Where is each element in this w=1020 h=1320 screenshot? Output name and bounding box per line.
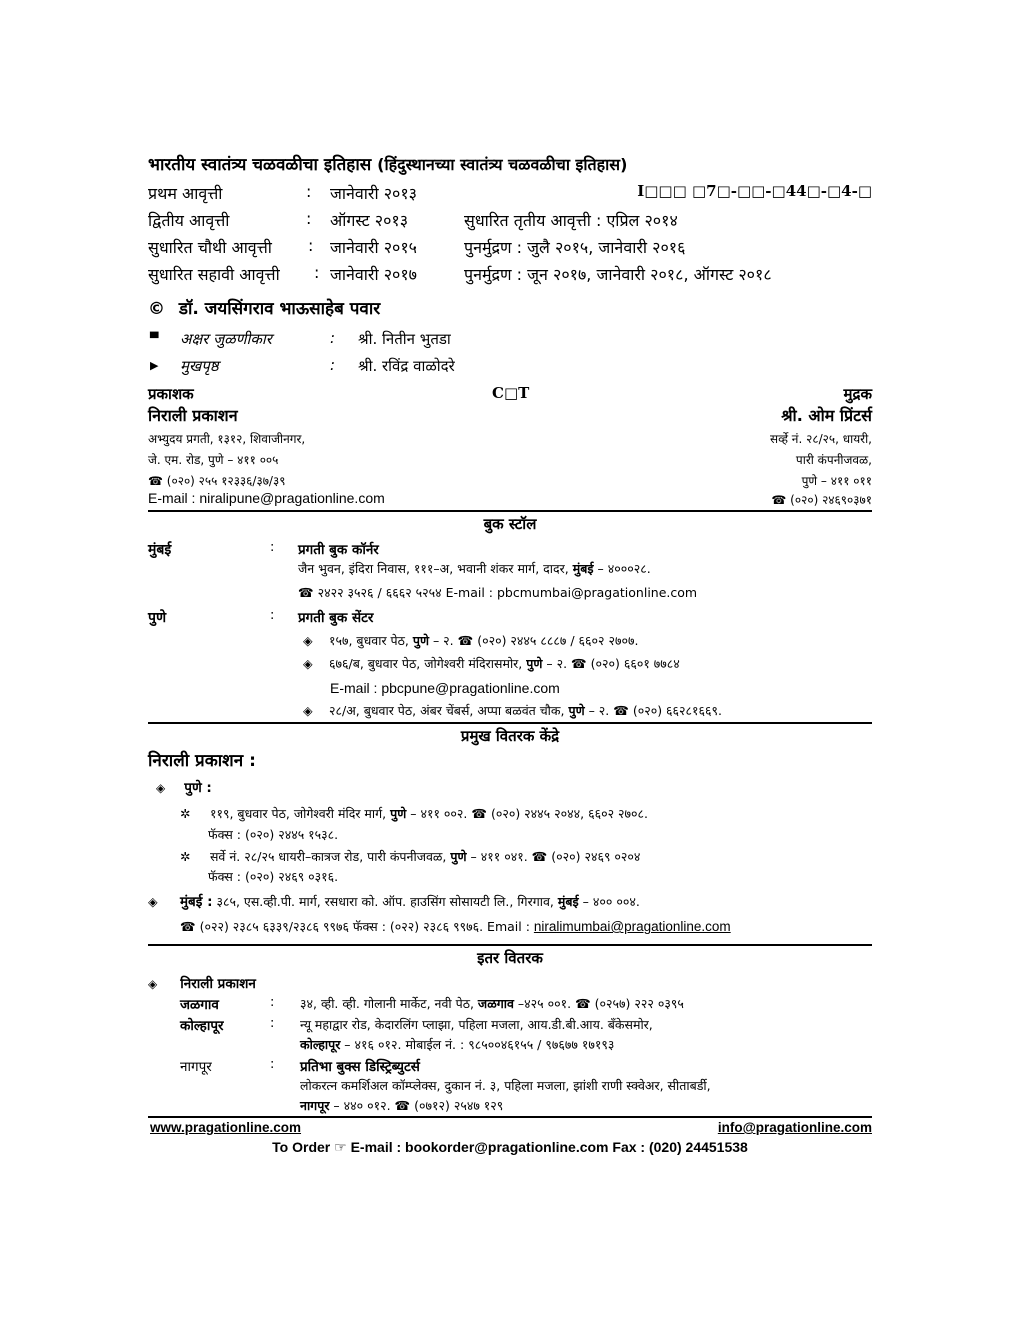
branch-phone: (०२०) २४४५ ८८८७ / ६६०२ २७०७.	[477, 633, 639, 648]
branch-phone: (०२०) ६६०१ ७७८४	[590, 656, 680, 671]
distributor-pune	[156, 778, 212, 796]
diamond-bullet-icon: ◈	[156, 781, 166, 795]
branch-city: पुणे	[412, 633, 429, 648]
contact-text: २४२२ ३५२६ / ६६६२ ५२५४ E-mail : pbcmumbai@pragationline.com	[317, 585, 698, 600]
diamond-bullet-icon: ◈	[148, 894, 158, 909]
divider	[148, 944, 872, 946]
asterisk-bullet-icon: ✲	[180, 849, 191, 864]
title-main: भारतीय स्वातंत्र्य चळवळीचा इतिहास	[148, 155, 372, 175]
other-jalgaon-address	[300, 995, 684, 1012]
distributor-brand: निराली प्रकाशन :	[148, 751, 256, 771]
address-text: ३४, व्ही. व्ही. गोलानी मार्केट, नवी पेठ,	[300, 996, 478, 1011]
stall-city-pune: पुणे	[148, 610, 167, 626]
other-sep: :	[270, 1057, 275, 1072]
other-sep: :	[270, 995, 275, 1010]
item-address: सर्वे नं. २८/२५ धायरी–कात्रज रोड, पारी कंपनीजवळ,	[209, 849, 451, 864]
info-email-link[interactable]: info@pragationline.com	[717, 1120, 872, 1135]
diamond-bullet-icon: ◈	[303, 703, 313, 718]
other-nagpur-address: लोकरत्न कमर्शिअल कॉम्प्लेक्स, दुकान नं. ३, पहिला मजला, झांशी राणी स्क्वेअर, सीताबर्डी,	[300, 1078, 711, 1093]
credit-name: श्री. रविंद्र वाळोदरे	[358, 357, 455, 375]
mumbai-email-link[interactable]: niralimumbai@pragationline.com	[533, 919, 731, 934]
branch-pin: – २.	[428, 633, 458, 648]
item-city: पुणे	[390, 806, 407, 821]
distributor-pune-item	[180, 805, 648, 822]
copyright-icon: ©	[148, 299, 165, 319]
printer-phone-number: (०२०) २४६९०३७१	[790, 493, 872, 507]
item-pin: – ४११ ००२.	[406, 806, 472, 821]
publisher-address-2: जे. एम. रोड, पुणे – ४११ ००५	[148, 453, 279, 467]
address-city: मुंबई	[572, 561, 594, 576]
distributor-mumbai	[148, 892, 640, 910]
address-city: कोल्हापूर	[300, 1037, 341, 1052]
copyright-line	[148, 296, 380, 319]
credit-name: श्री. नितीन भुतडा	[358, 330, 451, 348]
other-kolhapur-contact	[300, 1036, 614, 1053]
phone-icon: ☎	[457, 633, 474, 648]
title-subtitle: (हिंदुस्थानच्या स्वातंत्र्य चळवळीचा इतिहास)	[377, 155, 628, 174]
address-pin: – ४१६ ०१२. मोबाईल नं. : ९८५००४६१५५ / ९७६७७ १७१९३	[340, 1037, 615, 1052]
pointing-hand-icon: ☞	[334, 1139, 347, 1155]
edition-label: प्रथम आवृत्ती	[148, 184, 223, 203]
credit-role: अक्षर जुळणीकार	[180, 330, 272, 348]
distributor-pune-item	[180, 848, 640, 865]
edition-extra: सुधारित तृतीय आवृत्ती : एप्रिल २०१४	[464, 211, 678, 230]
edition-date: जानेवारी २०१५	[330, 238, 417, 257]
other-nagpur-contact	[300, 1097, 503, 1114]
mumbai-contact: (०२२) २३८५ ६३३९/२३८६ ९९७६ फॅक्स : (०२२) २३८६ ९९७६. Email :	[199, 919, 534, 934]
distributor-city: मुंबई :	[179, 894, 213, 910]
divider	[148, 510, 872, 512]
phone-icon: ☎	[148, 474, 163, 488]
item-address: ११९, बुधवार पेठ, जोगेश्वरी मंदिर मार्ग,	[209, 806, 391, 821]
ctp-label: C□T	[492, 384, 530, 402]
branch-pin: – २.	[542, 656, 572, 671]
edition-label: द्वितीय आवृत्ती	[148, 211, 230, 230]
mumbai-city: मुंबई	[557, 894, 579, 909]
copyright-holder: डॉ. जयसिंगराव भाऊसाहेब पवार	[178, 299, 381, 319]
computer-icon: ▀	[150, 332, 159, 345]
brand-name: निराली प्रकाशन	[180, 976, 256, 992]
other-sep: :	[270, 1016, 275, 1031]
other-distributors-heading: इतर वितरक	[477, 949, 543, 967]
printer-address-1: सर्व्हे नं. २८/२५, धायरी,	[770, 432, 872, 446]
stall-city-mumbai: मुंबई	[148, 542, 172, 558]
printer-address-3: पुणे – ४११ ०११	[801, 474, 872, 488]
other-nagpur-store: प्रतिभा बुक्स डिस्ट्रिब्युटर्स	[300, 1059, 420, 1075]
other-kolhapur-address: न्यू महाद्वार रोड, केदारलिंग प्लाझा, पहिला मजला, आय.डी.बी.आय. बँकेसमोर,	[300, 1017, 653, 1032]
publisher-heading: प्रकाशक	[148, 385, 194, 403]
phone-icon: ☎	[298, 585, 314, 600]
order-contact[interactable]: E-mail : bookorder@pragationline.com Fax : (020) 24451538	[346, 1139, 748, 1155]
item-fax: फॅक्स : (०२०) २४४५ १५३८.	[208, 827, 339, 842]
edition-date: ऑगस्ट २०१३	[330, 211, 409, 230]
book-stall-heading: बुक स्टॉल	[483, 515, 537, 533]
edition-date: जानेवारी २०१३	[330, 184, 417, 203]
publisher-address-1: अभ्युदय प्रगती, १३१२, शिवाजीनगर,	[148, 432, 306, 446]
address-text: जैन भुवन, इंदिरा निवास, १११–अ, भवानी शंकर मार्ग, दादर,	[298, 561, 573, 576]
distributor-mumbai-contact	[180, 918, 731, 935]
stall-pune-branch	[303, 702, 722, 719]
mumbai-address: ३८५, एस.व्ही.पी. मार्ग, रसधारा को. ऑप. हाउसिंग सोसायटी लि., गिरगाव,	[212, 894, 558, 909]
edition-extra: पुनर्मुद्रण : जुलै २०१५, जानेवारी २०१६	[464, 238, 686, 257]
diamond-bullet-icon: ◈	[303, 633, 313, 648]
phone-icon: ☎	[613, 703, 629, 718]
edition-sep: :	[306, 182, 312, 201]
address-pin: – ४४० ०१२. ☎ (०७१२) २५४७ १२९	[329, 1098, 504, 1113]
branch-address: १५७, बुधवार पेठ,	[328, 633, 413, 648]
stall-mumbai-address	[298, 560, 651, 577]
stall-sep: :	[270, 608, 275, 623]
item-phone: (०२०) २४६९ ०२०४	[551, 849, 641, 864]
stall-pune-branch	[303, 632, 639, 649]
divider	[148, 1116, 872, 1118]
publisher-email[interactable]: E-mail : niralipune@pragationline.com	[148, 490, 385, 506]
edition-extra: पुनर्मुद्रण : जून २०१७, जानेवारी २०१८, ऑगस्ट २०१८	[464, 265, 772, 284]
item-fax: फॅक्स : (०२०) २४६९ ०३१६.	[208, 869, 339, 884]
stall-store-name: प्रगती बुक सेंटर	[298, 610, 374, 626]
diamond-bullet-icon: ◈	[148, 977, 158, 991]
edition-sep: :	[314, 263, 320, 282]
stall-mumbai-contact	[298, 584, 697, 601]
order-line	[148, 1139, 872, 1156]
printer-heading: मुद्रक	[843, 385, 872, 403]
branch-address: २८/अ, बुधवार पेठ, अंबर चेंबर्स, अप्पा बळवंत चौक,	[328, 703, 569, 718]
other-city-jalgaon: जळगाव	[180, 997, 219, 1013]
divider	[148, 722, 872, 724]
stall-sep: :	[270, 540, 275, 555]
other-distributor-brand	[148, 974, 256, 992]
edition-sep: :	[306, 209, 312, 228]
address-pin: – ४०००२८.	[593, 561, 651, 576]
isbn: I□□□ □7□-□□-□44□-□4-□	[637, 182, 872, 200]
item-city: पुणे	[450, 849, 467, 864]
stall-pune-branch	[303, 655, 680, 672]
credit-sep: :	[330, 329, 336, 347]
publisher-phone	[148, 472, 285, 489]
branch-city: पुणे	[526, 656, 543, 671]
item-phone: (०२०) २४४५ २०४४, ६६०२ २७०८.	[490, 806, 649, 821]
asterisk-bullet-icon: ✲	[180, 806, 191, 821]
branch-pin: – २.	[584, 703, 614, 718]
address-city: जळगाव	[477, 996, 514, 1011]
edition-sep: :	[308, 236, 314, 255]
phone-icon: ☎	[571, 656, 587, 671]
publisher-name: निराली प्रकाशन	[148, 406, 238, 425]
credit-role: मुखपृष्ठ	[180, 357, 219, 375]
other-city-nagpur: नागपूर	[180, 1059, 212, 1075]
phone-icon: ☎	[771, 493, 787, 507]
printer-phone	[771, 491, 872, 508]
branch-address: ६७६/ब, बुधवार पेठ, जोगेश्वरी मंदिरासमोर,	[328, 656, 527, 671]
item-pin: – ४११ ०४१.	[466, 849, 532, 864]
book-title	[148, 152, 627, 175]
main-distributors-heading: प्रमुख वितरक केंद्रे	[460, 727, 560, 745]
phone-icon: ☎	[531, 849, 548, 864]
edition-label: सुधारित सहावी आवृत्ती	[148, 265, 280, 284]
stall-store-name: प्रगती बुक कॉर्नर	[298, 542, 379, 558]
printer-address-2: पारी कंपनीजवळ,	[795, 453, 872, 467]
branch-phone: (०२०) ६६२८१६६९.	[632, 703, 723, 718]
publisher-phone-number: (०२०) २५५ १२३३६/३७/३९	[166, 474, 286, 488]
credit-sep: :	[330, 356, 336, 374]
order-label: To Order	[272, 1139, 331, 1155]
edition-label: सुधारित चौथी आवृत्ती	[148, 238, 272, 257]
address-city: नागपूर	[300, 1098, 330, 1113]
edition-date: जानेवारी २०१७	[330, 265, 417, 284]
diamond-bullet-icon: ◈	[303, 656, 313, 671]
distributor-city: पुणे :	[184, 780, 212, 796]
phone-icon: ☎	[471, 806, 487, 821]
address-pin: –४२५ ००१. ☎ (०२५७) २२२ ०३९५	[513, 996, 684, 1011]
phone-icon: ☎	[180, 919, 196, 934]
stall-pune-email[interactable]: E-mail : pbcpune@pragationline.com	[330, 680, 560, 696]
other-city-kolhapur: कोल्हापूर	[180, 1018, 224, 1034]
printer-name: श्री. ओम प्रिंटर्स	[781, 406, 872, 425]
branch-city: पुणे	[568, 703, 585, 718]
mumbai-pin: – ४०० ००४.	[578, 894, 640, 909]
website-link[interactable]: www.pragationline.com	[150, 1120, 302, 1135]
triangle-right-icon: ▶	[150, 359, 159, 372]
